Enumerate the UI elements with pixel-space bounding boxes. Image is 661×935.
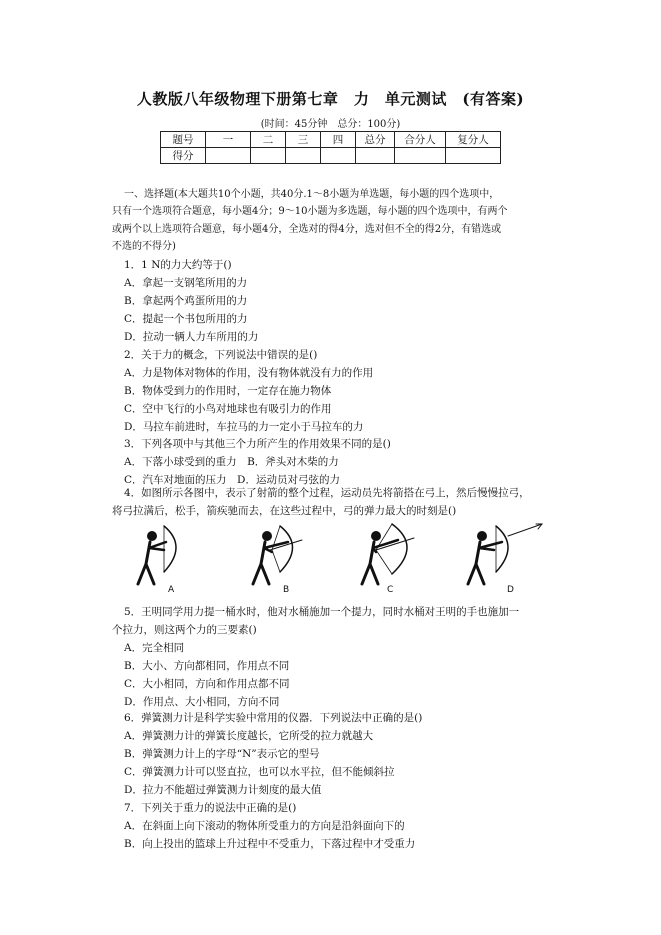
table-cell-blank	[356, 148, 395, 164]
table-cell: 三	[286, 132, 321, 148]
archer-d	[468, 524, 542, 584]
option: B．大小、方向都相同，作用点不同	[124, 660, 290, 672]
question-stem-cont: 个拉力，则这两个力的三要素()	[112, 624, 257, 636]
text-line: 或两个以上选项符合题意，每小题4分，全选对的得4分，选对但不全的得2分，有错选或	[112, 223, 502, 235]
table-cell-blank	[446, 148, 501, 164]
table-cell: 复分人	[446, 132, 501, 148]
question-stem: 6．弹簧测力计是科学实验中常用的仪器．下列说法中正确的是()	[124, 712, 423, 724]
option: A．下落小球受到的重力 B．斧头对木柴的力	[124, 456, 339, 468]
option: D．拉力不能超过弹簧测力计刻度的最大值	[124, 784, 322, 796]
option: C．空中飞行的小鸟对地球也有吸引力的作用	[124, 403, 332, 415]
question-6	[124, 709, 422, 799]
figure-label-c: C	[387, 585, 394, 595]
question-4	[112, 484, 530, 520]
exam-subtitle: (时间：45分钟 总分：100分)	[260, 119, 401, 130]
question-7	[124, 799, 415, 853]
option: C．弹簧测力计可以竖直拉，也可以水平拉，但不能倾斜拉	[124, 766, 395, 778]
question-stem-cont: 将弓拉满后，松手，箭疾驰而去，在这些过程中，弓的弹力最大的时刻是()	[112, 505, 457, 517]
section-instructions	[112, 186, 507, 255]
table-cell: 合分人	[395, 132, 446, 148]
score-table-header-row	[161, 132, 501, 148]
table-cell: 总分	[356, 132, 395, 148]
page-title: 人教版八年级物理下册第七章 力 单元测试 (有答案)	[136, 90, 525, 108]
text-line: 一、选择题(本大题共10个小题，共40分.1～8小题为单选题，每小题的四个选项中，	[124, 189, 500, 200]
option: A．完全相同	[124, 642, 185, 654]
table-cell: 二	[251, 132, 286, 148]
score-table	[160, 131, 501, 164]
table-cell: 一	[206, 132, 251, 148]
archer-b	[253, 526, 302, 584]
option: D．作用点、大小相同，方向不同	[124, 696, 280, 708]
option: A．弹簧测力计的弹簧长度越长，它所受的拉力就越大	[124, 730, 374, 742]
option: B．物体受到力的作用时，一定存在施力物体	[124, 385, 332, 397]
question-1	[124, 256, 258, 346]
table-cell-blank	[206, 148, 251, 164]
option: A．力是物体对物体的作用，没有物体就没有力的作用	[124, 367, 374, 379]
question-stem: 4．如图所示各图中，表示了射箭的整个过程，运动员先将箭搭在弓上，然后慢慢拉弓，	[124, 487, 530, 499]
figure-label-a: A	[168, 585, 175, 595]
question-2	[124, 346, 373, 436]
option: C．大小相同，方向和作用点都不同	[124, 678, 290, 690]
table-cell-blank	[321, 148, 356, 164]
question-stem: 1．1 N的力大约等于()	[124, 259, 232, 271]
table-cell: 题号	[161, 132, 206, 148]
figure-label-b: B	[283, 585, 290, 595]
table-cell: 四	[321, 132, 356, 148]
question-stem: 2．关于力的概念，下列说法中错误的是()	[124, 349, 318, 361]
question-3	[124, 435, 391, 489]
option: B．向上投出的篮球上升过程中不受重力，下落过程中才受重力	[124, 838, 416, 850]
figure-label-d: D	[507, 585, 514, 595]
option: A．在斜面上向下滚动的物体所受重力的方向是沿斜面向下的	[124, 820, 405, 832]
option: C．提起一个书包所用的力	[124, 313, 248, 325]
option: C．汽车对地面的压力 D．运动员对弓弦的力	[124, 474, 340, 486]
archer-c	[362, 524, 414, 584]
option: B．弹簧测力计上的字母“N”表示它的型号	[124, 748, 320, 760]
archer-a	[138, 526, 176, 584]
score-table-row	[161, 148, 501, 164]
table-cell-blank	[395, 148, 446, 164]
text-line: 只有一个选项符合题意，每小题4分；9～10小题为多选题，每小题的四个选项中，有两个	[112, 206, 508, 218]
option: D．拉动一辆人力车所用的力	[124, 331, 259, 343]
question-stem: 3．下列各项中与其他三个力所产生的作用效果不同的是()	[124, 438, 391, 450]
table-cell-blank	[251, 148, 286, 164]
table-cell: 得分	[161, 148, 206, 164]
table-cell-blank	[286, 148, 321, 164]
archery-figure	[130, 522, 550, 602]
option: A．拿起一支钢笔所用的力	[124, 277, 248, 289]
text-line: 不选的不得分)	[112, 240, 176, 252]
question-stem: 7．下列关于重力的说法中正确的是()	[124, 802, 297, 814]
option: D．马拉车前进时，车拉马的力一定小于马拉车的力	[124, 421, 364, 433]
question-stem: 5．王明同学用力提一桶水时，他对水桶施加一个提力，同时水桶对王明的手也施加一	[124, 606, 520, 618]
option: B．拿起两个鸡蛋所用的力	[124, 295, 248, 307]
question-5	[112, 603, 519, 711]
